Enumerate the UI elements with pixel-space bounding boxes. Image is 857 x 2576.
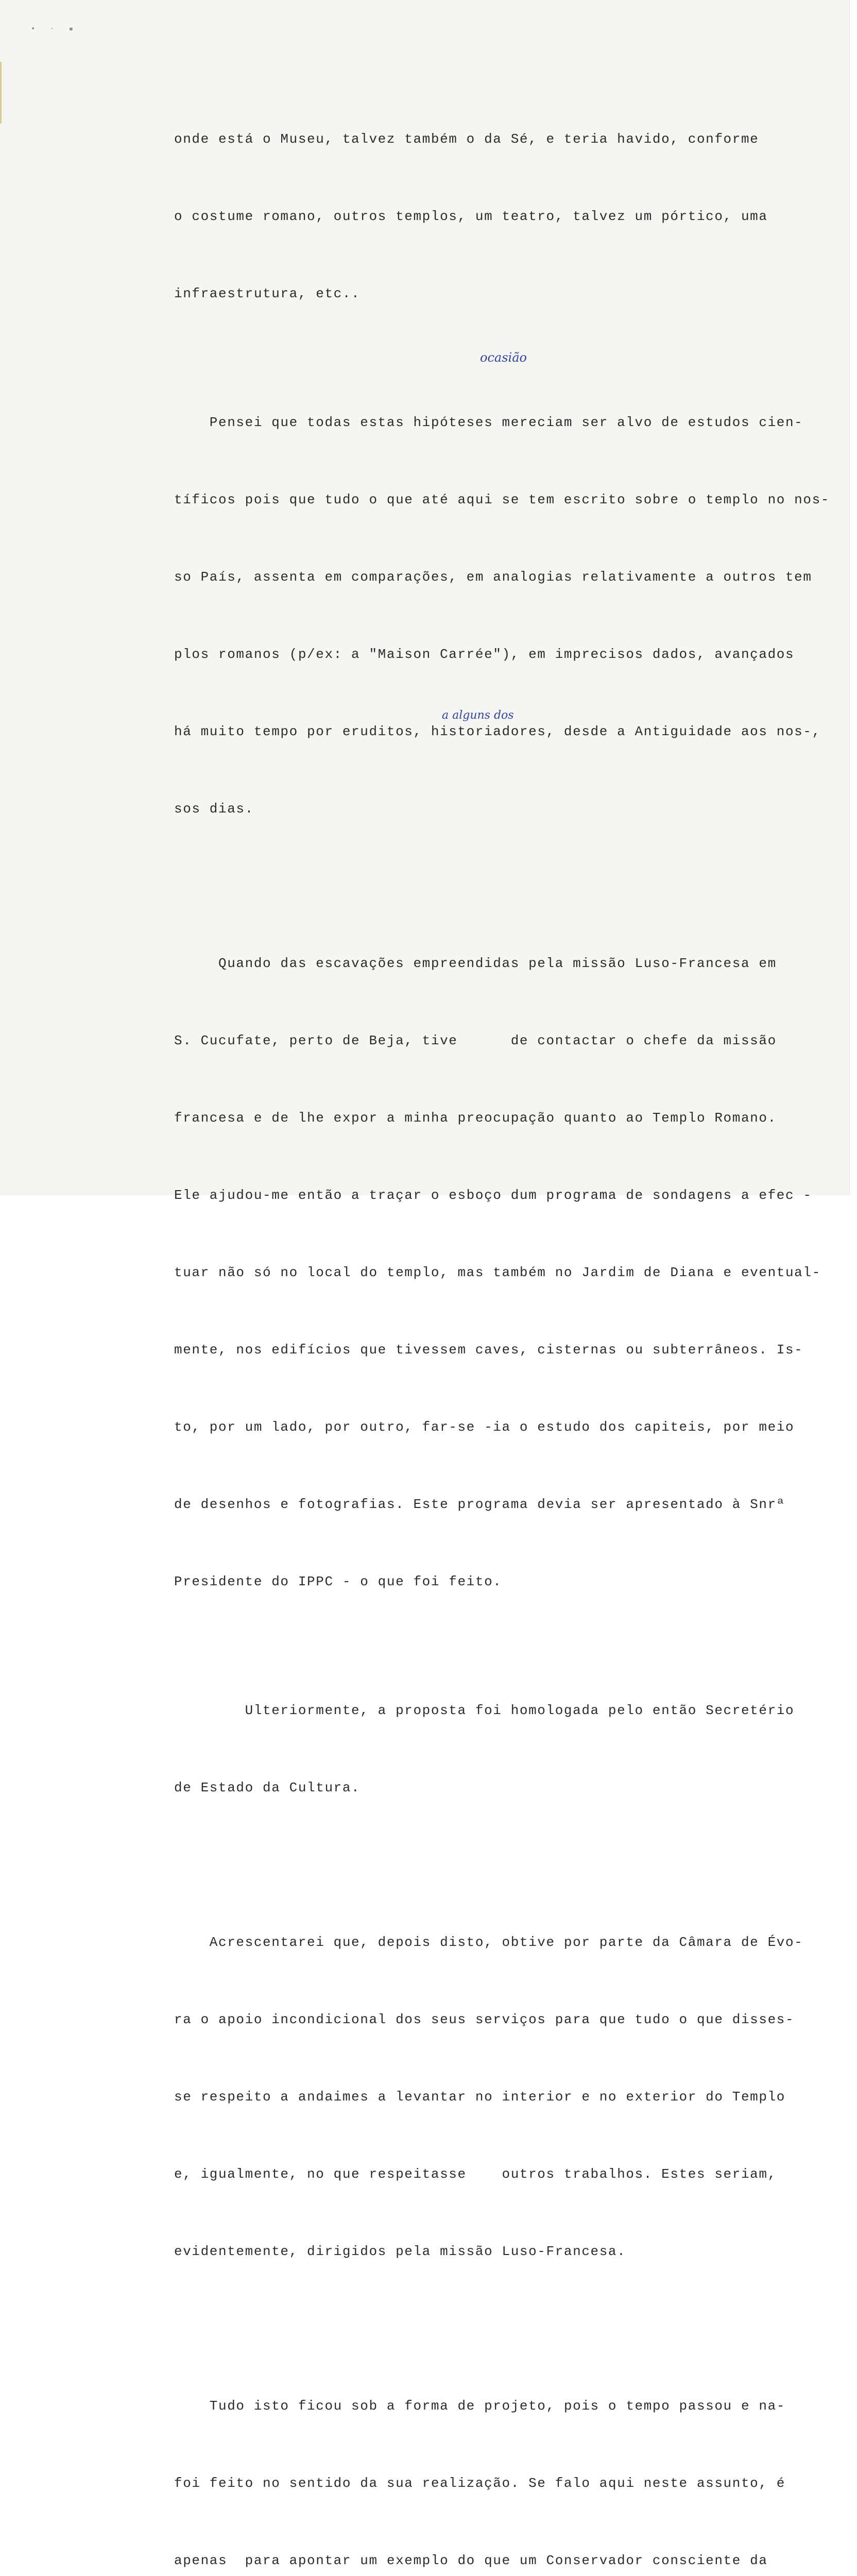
text-line: so País, assenta em comparações, em analogias relativamente a outros tem — [174, 569, 812, 585]
text-line: tíficos pois que tudo o que até aqui se tem escrito sobre o templo no nos- — [174, 492, 830, 507]
text-line: to, por um lado, por outro, far-se -ia o estudo dos capiteis, por meio — [174, 1419, 795, 1435]
text-line: Presidente do IPPC - o que foi feito. — [174, 1574, 502, 1589]
paragraph-4 — [174, 1646, 849, 1852]
text-line: foi feito no sentido da sua realização. Se falo aqui neste assunto, é — [174, 2476, 785, 2491]
text-line: infraestrutura, etc.. — [174, 286, 361, 301]
paragraph-3 — [174, 899, 849, 1646]
text-line: Quando das escavações empreendidas pela missão Luso-Francesa em — [174, 956, 777, 971]
text-line: Ele ajudou-me então a traçar o esboço dum programa de sondagens a efec - — [174, 1188, 812, 1203]
corner-marks: • · ▪ — [31, 25, 79, 33]
text-line: sos dias. — [174, 801, 254, 817]
text-line: se respeito a andaimes a levantar no interior e no exterior do Templo — [174, 2089, 785, 2105]
text-line: S. Cucufate, perto de Beja, tive de contactar o chefe da missão — [174, 1033, 777, 1048]
text-line: Ulteriormente, a proposta foi homologada pelo então Secretério — [174, 1703, 795, 1718]
text-line: e, igualmente, no que respeitasse outros trabalhos. Estes seriam, — [174, 2166, 777, 2182]
text-line: ra o apoio incondicional dos seus serviços para que tudo o que disses- — [174, 2012, 795, 2027]
text-line: de Estado da Cultura. — [174, 1780, 361, 1795]
text-line: há muito tempo por eruditos, historiadores, desde a Antiguidade aos nos-, — [174, 724, 821, 739]
text-line: apenas para apontar um exemplo do que um Conservador consciente da — [174, 2553, 768, 2568]
text-line: tuar não só no local do templo, mas também no Jardim de Diana e eventual- — [174, 1265, 821, 1280]
text-line: evidentemente, dirigidos pela missão Luso-Francesa. — [174, 2244, 626, 2259]
paragraph-2 — [174, 358, 849, 873]
text-line: Tudo isto ficou sob a forma de projeto, pois o tempo passou e na- — [174, 2398, 785, 2414]
text-line: onde está o Museu, talvez também o da Sé, e teria havido, conforme — [174, 131, 759, 147]
handwritten-annotation-alguns-dos: a alguns dos — [442, 709, 514, 722]
text-line: Pensei que todas estas hipóteses mereciam ser alvo de estudos cien- — [174, 415, 803, 430]
text-line: o costume romano, outros templos, um teatro, talvez um pórtico, uma — [174, 209, 768, 224]
text-line: de desenhos e fotografias. Este programa devia ser apresentado à Snrª — [174, 1497, 785, 1512]
paragraph-6 — [174, 2342, 849, 2576]
paragraph-gap — [174, 2316, 849, 2342]
paragraph-gap — [174, 873, 849, 899]
text-line: plos romanos (p/ex: a "Maison Carrée"), em imprecisos dados, avançados — [174, 647, 795, 662]
paragraph-5 — [174, 1878, 849, 2316]
binding-mark — [0, 62, 2, 124]
paragraph-gap — [174, 1852, 849, 1878]
typed-text-block — [174, 75, 849, 2576]
paragraph-1 — [174, 75, 849, 358]
page-right-edge — [849, 0, 857, 1195]
text-line: Acrescentarei que, depois disto, obtive por parte da Câmara de Évo- — [174, 1935, 803, 1950]
text-line: francesa e de lhe expor a minha preocupação quanto ao Templo Romano. — [174, 1110, 777, 1126]
handwritten-annotation-ocasiao: ocasião — [480, 350, 527, 365]
text-line: mente, nos edifícios que tivessem caves, cisternas ou subterrâneos. Is- — [174, 1342, 803, 1358]
